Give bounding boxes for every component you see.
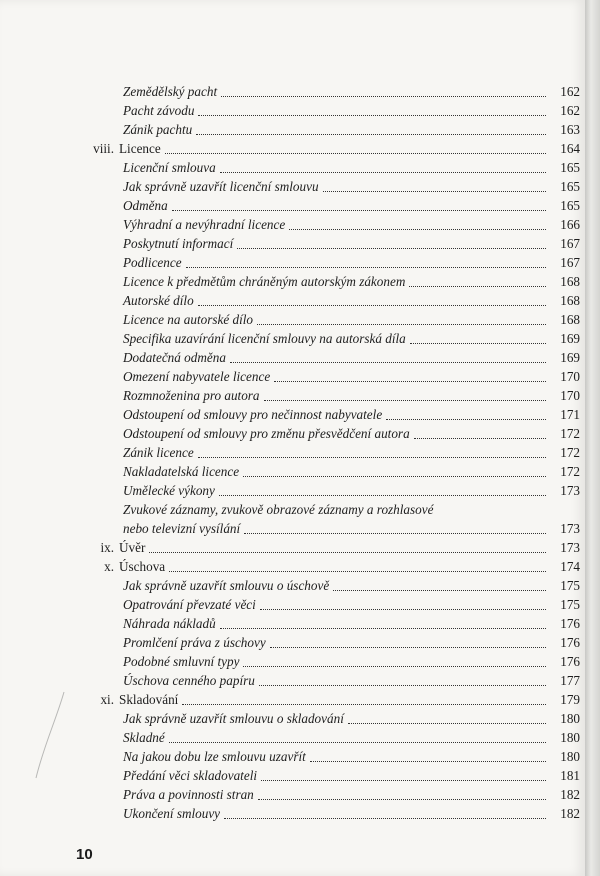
toc-entry-row bbox=[0, 309, 585, 328]
toc-entry-row bbox=[0, 727, 585, 746]
toc-chapter-row bbox=[0, 138, 585, 157]
toc-entry-page: 172 bbox=[560, 445, 580, 460]
toc-entry-page: 169 bbox=[560, 350, 580, 365]
toc-entry-row bbox=[0, 803, 585, 822]
dot-leader bbox=[386, 418, 546, 420]
toc-entry-row bbox=[0, 271, 585, 290]
dot-leader bbox=[198, 304, 546, 306]
toc-entry-page: 171 bbox=[560, 407, 580, 422]
toc-entry-page: 177 bbox=[560, 673, 580, 688]
toc-entry-title: Odměna bbox=[123, 198, 168, 213]
toc-entry-title: Předání věci skladovateli bbox=[123, 768, 258, 783]
toc-entry-page: 169 bbox=[560, 331, 580, 346]
toc-entry-page: 165 bbox=[560, 198, 580, 213]
toc-entry-row bbox=[0, 613, 585, 632]
toc-entry-title: Dodatečná odměna bbox=[123, 350, 226, 365]
dot-leader bbox=[264, 399, 546, 401]
toc-entry-title: Podobné smluvní typy bbox=[123, 654, 240, 669]
dot-leader bbox=[196, 133, 546, 135]
toc-entry-row bbox=[0, 784, 585, 803]
toc-entry-page: 176 bbox=[560, 616, 580, 631]
toc-entry-row bbox=[0, 176, 585, 195]
dot-leader bbox=[323, 190, 546, 192]
toc-entry-page: 173 bbox=[560, 540, 580, 555]
dot-leader bbox=[172, 209, 546, 211]
toc-entry-title: Specifika uzavírání licenční smlouvy na autorská díla bbox=[123, 331, 406, 346]
toc-entry-title: Nakladatelská licence bbox=[123, 464, 240, 479]
toc-entry-title: Zemědělský pacht bbox=[123, 84, 218, 99]
toc-chapter-row bbox=[0, 537, 585, 556]
dot-leader bbox=[260, 608, 546, 610]
dot-leader bbox=[437, 514, 546, 515]
toc-entry-page: 168 bbox=[560, 293, 580, 308]
dot-leader bbox=[198, 456, 546, 458]
dot-leader bbox=[219, 494, 546, 496]
dot-leader bbox=[410, 342, 546, 344]
toc-entry-page: 173 bbox=[560, 483, 580, 498]
toc-entry-number: x. bbox=[104, 559, 114, 574]
dot-leader bbox=[348, 722, 546, 724]
toc-entry-page: 167 bbox=[560, 255, 580, 270]
toc-entry-page: 180 bbox=[560, 730, 580, 745]
dot-leader bbox=[198, 114, 546, 116]
toc-entry-title: nebo televizní vysílání bbox=[123, 521, 241, 536]
dot-leader bbox=[244, 532, 546, 534]
toc-entry-row bbox=[0, 366, 585, 385]
toc-entry-title: Podlicence bbox=[123, 255, 182, 270]
toc-entry-title: Jak správně uzavřít smlouvu o úschově bbox=[123, 578, 330, 593]
toc-entry-row bbox=[0, 765, 585, 784]
toc-entry-row bbox=[0, 385, 585, 404]
toc-entry-title: Úschova bbox=[119, 559, 166, 574]
toc-entry-title: Zánik pachtu bbox=[123, 122, 193, 137]
dot-leader bbox=[261, 779, 546, 781]
toc-entry-title: Jak správně uzavřít smlouvu o skladování bbox=[123, 711, 344, 726]
toc-entry-title: Náhrada nákladů bbox=[123, 616, 216, 631]
dot-leader bbox=[221, 95, 546, 97]
toc-entry-number: xi. bbox=[100, 692, 114, 707]
toc-entry-title: Jak správně uzavřít licenční smlouvu bbox=[123, 179, 319, 194]
pencil-mark bbox=[30, 690, 70, 780]
toc-entry-title: Licence k předmětům chráněným autorským zákonem bbox=[123, 274, 406, 289]
dot-leader bbox=[220, 627, 546, 629]
toc-entry-row bbox=[0, 499, 585, 518]
toc-entry-title: Opatrování převzaté věci bbox=[123, 597, 256, 612]
toc-entry-page: 168 bbox=[560, 312, 580, 327]
toc-entry-row bbox=[0, 157, 585, 176]
toc-entry-page: 181 bbox=[560, 768, 580, 783]
toc-entry-page: 176 bbox=[560, 635, 580, 650]
toc-entry-row bbox=[0, 518, 585, 537]
toc-entry-page: 173 bbox=[560, 521, 580, 536]
toc-entry-title: Licenční smlouva bbox=[123, 160, 216, 175]
toc-entry-title: Poskytnutí informací bbox=[123, 236, 234, 251]
toc-entry-title: Licence bbox=[119, 141, 161, 156]
toc-entry-title: Odstoupení od smlouvy pro změnu přesvědčení autora bbox=[123, 426, 410, 441]
toc-entry-title: Odstoupení od smlouvy pro nečinnost nabyvatele bbox=[123, 407, 383, 422]
toc-entry-title: Práva a povinnosti stran bbox=[123, 787, 254, 802]
toc-entry-title: Výhradní a nevýhradní licence bbox=[123, 217, 286, 232]
toc-entry-page: 180 bbox=[560, 749, 580, 764]
toc-entry-row bbox=[0, 594, 585, 613]
toc-entry-page: 166 bbox=[560, 217, 580, 232]
toc-entry-row bbox=[0, 708, 585, 727]
toc-entry-row bbox=[0, 670, 585, 689]
dot-leader bbox=[220, 171, 546, 173]
toc-entry-page: 174 bbox=[560, 559, 580, 574]
toc-entry-row bbox=[0, 423, 585, 442]
dot-leader bbox=[169, 741, 546, 743]
toc-entry-title: Úvěr bbox=[119, 540, 146, 555]
toc-entry-row bbox=[0, 575, 585, 594]
toc-entry-page: 162 bbox=[560, 84, 580, 99]
dot-leader bbox=[270, 646, 546, 648]
toc-entry-row bbox=[0, 119, 585, 138]
toc-entry-title: Skladování bbox=[119, 692, 179, 707]
toc-entry-title: Úschova cenného papíru bbox=[123, 673, 255, 688]
dot-leader bbox=[310, 760, 546, 762]
toc-entry-page: 163 bbox=[560, 122, 580, 137]
toc-chapter-row bbox=[0, 689, 585, 708]
page-number: 10 bbox=[76, 846, 93, 863]
dot-leader bbox=[333, 589, 546, 591]
toc-entry-title: Autorské dílo bbox=[123, 293, 194, 308]
toc-entry-title: Zvukové záznamy, zvukově obrazové záznamy a rozhlasové bbox=[123, 502, 434, 517]
toc-entry-row bbox=[0, 461, 585, 480]
toc-entry-page: 180 bbox=[560, 711, 580, 726]
toc-entry-title: Skladné bbox=[123, 730, 165, 745]
dot-leader bbox=[259, 684, 546, 686]
toc-entry-row bbox=[0, 651, 585, 670]
toc-entry-row bbox=[0, 290, 585, 309]
toc-entry-title: Promlčení práva z úschovy bbox=[123, 635, 266, 650]
toc-entry-page: 164 bbox=[560, 141, 580, 156]
toc-entry-page: 172 bbox=[560, 464, 580, 479]
toc-entry-row bbox=[0, 81, 585, 100]
toc-entry-page: 172 bbox=[560, 426, 580, 441]
toc-entry-page: 165 bbox=[560, 179, 580, 194]
toc-entry-title: Rozmnoženina pro autora bbox=[123, 388, 260, 403]
toc-entry-page: 179 bbox=[560, 692, 580, 707]
toc-chapter-row bbox=[0, 556, 585, 575]
dot-leader bbox=[409, 285, 546, 287]
dot-leader bbox=[149, 551, 546, 553]
toc-entry-row bbox=[0, 233, 585, 252]
page-edge bbox=[585, 0, 600, 876]
toc-entry-page: 182 bbox=[560, 806, 580, 821]
toc-entry-page: 167 bbox=[560, 236, 580, 251]
toc-entry-row bbox=[0, 195, 585, 214]
dot-leader bbox=[243, 475, 546, 477]
toc-entry-title: Ukončení smlouvy bbox=[123, 806, 221, 821]
toc-entry-row bbox=[0, 480, 585, 499]
toc-entry-page: 170 bbox=[560, 369, 580, 384]
dot-leader bbox=[257, 323, 546, 325]
toc-entry-row bbox=[0, 404, 585, 423]
toc-entry-title: Na jakou dobu lze smlouvu uzavřít bbox=[123, 749, 306, 764]
dot-leader bbox=[165, 152, 546, 154]
toc-entry-page: 170 bbox=[560, 388, 580, 403]
toc-entry-number: ix. bbox=[100, 540, 114, 555]
toc-entry-row bbox=[0, 252, 585, 271]
toc-entry-title: Umělecké výkony bbox=[123, 483, 215, 498]
toc-entry-row bbox=[0, 100, 585, 119]
dot-leader bbox=[258, 798, 546, 800]
dot-leader bbox=[274, 380, 546, 382]
toc-entry-row bbox=[0, 328, 585, 347]
dot-leader bbox=[186, 266, 546, 268]
dot-leader bbox=[289, 228, 546, 230]
toc-entry-page: 165 bbox=[560, 160, 580, 175]
dot-leader bbox=[182, 703, 546, 705]
toc-entry-row bbox=[0, 214, 585, 233]
toc-entry-row bbox=[0, 442, 585, 461]
dot-leader bbox=[230, 361, 546, 363]
toc-entry-page: 175 bbox=[560, 597, 580, 612]
dot-leader bbox=[169, 570, 546, 572]
dot-leader bbox=[237, 247, 546, 249]
dot-leader bbox=[243, 665, 546, 667]
toc-entry-title: Omezení nabyvatele licence bbox=[123, 369, 271, 384]
toc-entry-row bbox=[0, 347, 585, 366]
toc-entry-page: 162 bbox=[560, 103, 580, 118]
toc-entry-page: 175 bbox=[560, 578, 580, 593]
toc-entry-title: Pacht závodu bbox=[123, 103, 195, 118]
toc-entry-page: 176 bbox=[560, 654, 580, 669]
toc-entry-row bbox=[0, 632, 585, 651]
toc-entry-title: Licence na autorské dílo bbox=[123, 312, 254, 327]
toc-entry-page: 182 bbox=[560, 787, 580, 802]
dot-leader bbox=[224, 817, 546, 819]
toc-entry-page: 168 bbox=[560, 274, 580, 289]
toc-entry-row bbox=[0, 746, 585, 765]
dot-leader bbox=[414, 437, 546, 439]
toc-entry-title: Zánik licence bbox=[123, 445, 194, 460]
toc-entry-number: viii. bbox=[93, 141, 114, 156]
